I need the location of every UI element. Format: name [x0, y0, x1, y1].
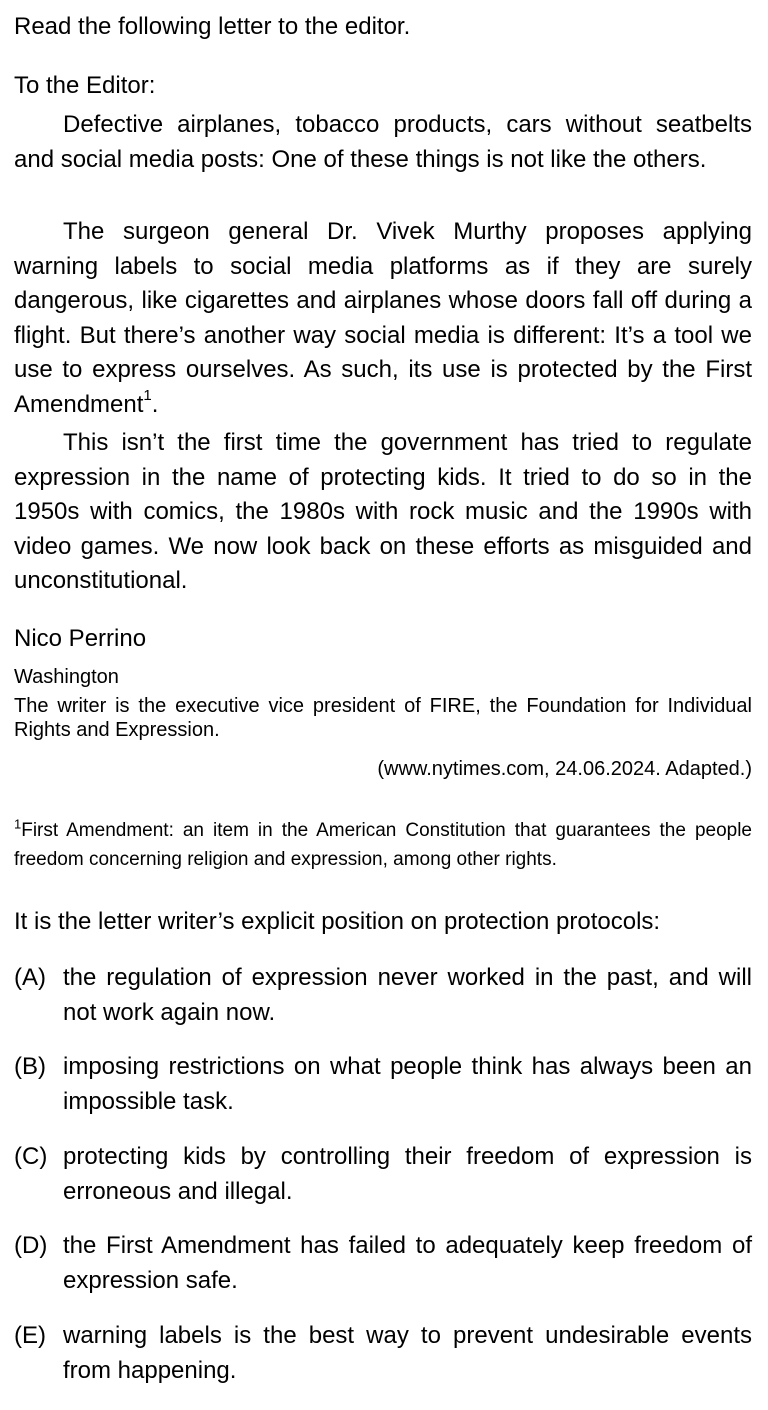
paragraph-3-text: This isn’t the first time the government has tried to regulate expression in the name of protecting kids. It tried to do so in the 1950s with comics, the 1980s with rock music and the 1990s with video games. We now look back on these efforts as misguided and unconstitutional.	[14, 429, 752, 594]
footnote	[14, 816, 752, 874]
letter-paragraph-1	[14, 108, 752, 177]
option-c-letter: (C)	[14, 1143, 48, 1170]
footnote-mark: 1	[14, 816, 22, 832]
letter-salutation: To the Editor:	[14, 72, 156, 99]
paragraph-2-text: The surgeon general Dr. Vivek Murthy proposes applying warning labels to social media platforms as if they are surely dangerous, like cigarettes and airplanes whose doors fall off during a flight. But there’s another way social media is different: It’s a tool we use to express ourselves. As such, its use is protected by the First Amendment	[14, 218, 752, 418]
paragraph-1-text: Defective airplanes, tobacco products, cars without seatbelts and social media posts: One of these things is not like the others.	[14, 111, 752, 173]
letter-signature: Nico Perrino	[14, 625, 147, 652]
option-c-text: protecting kids by controlling their freedom of expression is erroneous and illegal.	[63, 1143, 752, 1205]
source-citation: (www.nytimes.com, 24.06.2024. Adapted.)	[377, 758, 752, 780]
option-a-text: the regulation of expression never worked in the past, and will not work again now.	[63, 964, 752, 1026]
paragraph-2-end: .	[151, 390, 159, 418]
letter-paragraph-2	[14, 215, 752, 422]
option-b-letter: (B)	[14, 1053, 46, 1080]
footnote-reference: 1	[143, 386, 152, 404]
option-d-letter: (D)	[14, 1232, 48, 1259]
option-b-text: imposing restrictions on what people think has always been an impossible task.	[63, 1053, 752, 1115]
question-stem: It is the letter writer’s explicit position on protection protocols:	[14, 908, 661, 935]
footnote-text: First Amendment: an item in the American Constitution that guarantees the people freedom concerning religion and expression, among other rights.	[14, 820, 752, 870]
writer-bio: The writer is the executive vice president of FIRE, the Foundation for Individual Rights and Expression.	[14, 695, 752, 741]
letter-city: Washington	[14, 666, 119, 688]
option-d-text: the First Amendment has failed to adequately keep freedom of expression safe.	[63, 1232, 752, 1294]
option-a-letter: (A)	[14, 964, 46, 991]
option-e-letter: (E)	[14, 1322, 46, 1349]
letter-paragraph-3	[14, 426, 752, 599]
option-e-text: warning labels is the best way to prevent undesirable events from happening.	[63, 1322, 752, 1384]
instruction-text: Read the following letter to the editor.	[14, 13, 411, 40]
